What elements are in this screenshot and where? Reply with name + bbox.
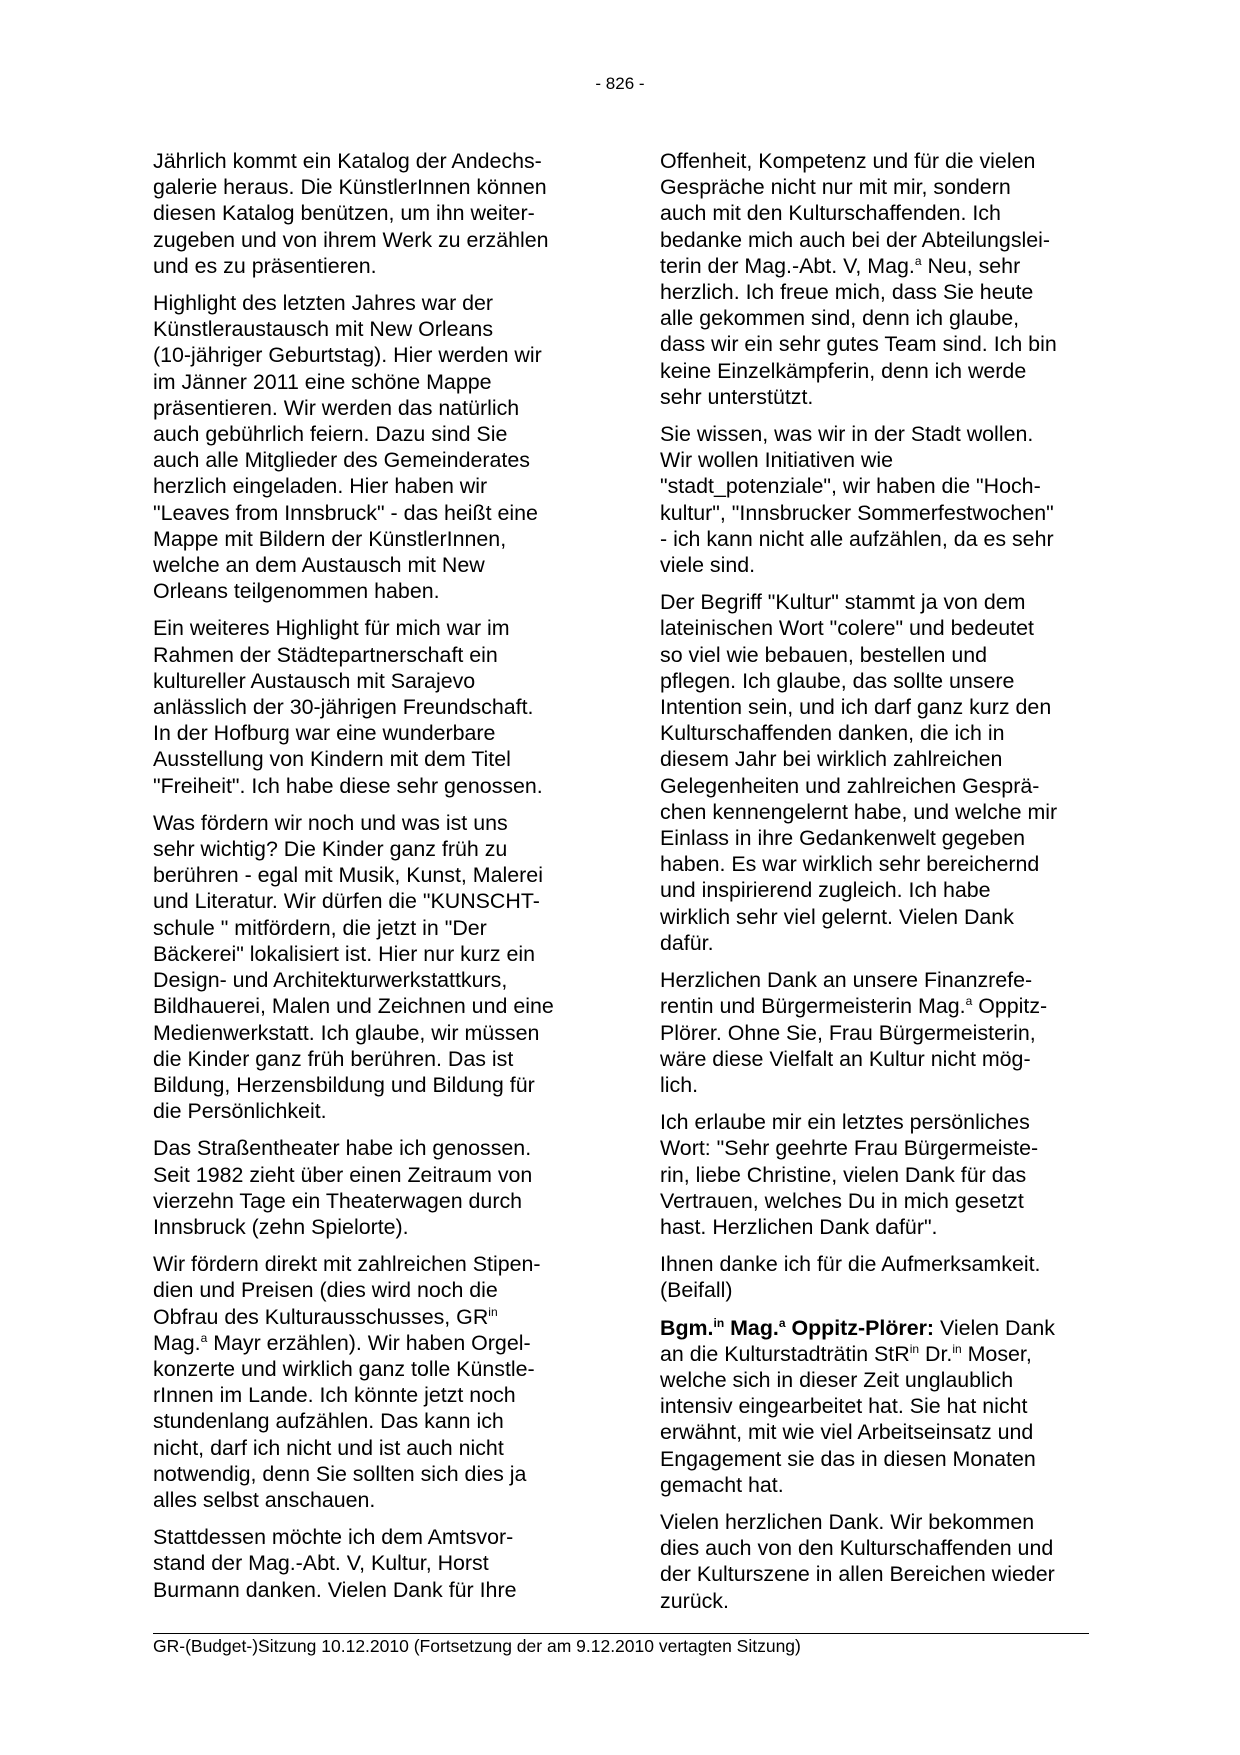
superscript: in [909, 1341, 920, 1356]
speaker-name [660, 1316, 934, 1340]
footer-text: GR-(Budget-)Sitzung 10.12.2010 (Fortsetzung der am 9.12.2010 vertagten Sitzung) [153, 1636, 801, 1656]
text-run: Herzlichen Dank an unsere Finanzrefe- rentin und Bürgermeisterin Mag. [660, 968, 1033, 1019]
paragraph: Das Straßentheater habe ich genossen. Seit 1982 zieht über einen Zeitraum von vierzehn Tage ein Theaterwagen durch Innsbruck (zehn Spielorte). [153, 1136, 533, 1239]
superscript: in [952, 1341, 962, 1356]
left-column [153, 148, 603, 1614]
paragraph [660, 1315, 1110, 1498]
text-run: Moser, welche sich in dieser Zeit unglaublich intensiv eingearbeitet hat. Sie hat nicht erwähnt, mit wie viel Arbeitseinsatz und Engagement sie das in diesen Monaten gemacht hat. [660, 1341, 1036, 1497]
paragraph: Highlight des letzten Jahres war der Künstleraustausch mit New Orleans (10-jähriger Geburtstag). Hier werden wir im Jänner 2011 eine schöne Mappe präsentieren. Wir werden das natürlich auch gebührlich feiern. Dazu sind Sie auch alle Mitglieder des Gemeinderates herzlich eingeladen. Hier haben wir "Leaves from Innsbruck" - das heißt eine Mappe mit Bildern der KünstlerInnen, welche an dem Austausch mit New Orleans teilgenommen haben. [153, 291, 542, 604]
paragraph: Sie wissen, was wir in der Stadt wollen. Wir wollen Initiativen wie "stadt_potenziale", wir haben die "Hoch- kultur", "Innsbrucker Sommerfestwochen" - ich kann nicht alle aufzählen, da es sehr viele sind. [660, 422, 1054, 578]
text-run: Offenheit, Kompetenz und für die vielen Gespräche nicht nur mit mir, sondern auch mit den Kulturschaffenden. Ich bedanke mich auch bei der Abteilungslei- terin der Mag.-Abt. V, Mag. [660, 149, 1051, 278]
superscript: in [713, 1315, 725, 1330]
text-run: Oppitz- Plörer. Ohne Sie, Frau Bürgermeisterin, wäre diese Vielfalt an Kultur nicht mög- lich. [660, 994, 1048, 1097]
text-run: Wir fördern direkt mit zahlreichen Stipen- dien und Preisen (dies wird noch die Obfrau des Kulturausschusses, GR [153, 1252, 541, 1329]
superscript: in [488, 1304, 498, 1319]
paragraph: Vielen herzlichen Dank. Wir bekommen dies auch von den Kulturschaffenden und der Kulturszene in allen Bereichen wieder zurück. [660, 1509, 1055, 1613]
superscript: a [778, 1315, 786, 1330]
text-run: Oppitz-Plörer: [785, 1315, 935, 1340]
paragraph: Ich erlaube mir ein letztes persönliches Wort: "Sehr geehrte Frau Bürgermeiste- rin, liebe Christine, vielen Dank für das Vertrauen, welches Du in mich gesetzt hast. Herzlichen Dank dafür". [660, 1110, 1039, 1239]
text-run: Neu, sehr herzlich. Ich freue mich, dass Sie heute alle gekommen sind, denn ich glaube, dass wir ein sehr gutes Team sind. Ich bin keine Einzelkämpferin, denn ich werde sehr unterstützt. [660, 253, 1057, 409]
footer-divider [153, 1633, 1089, 1634]
paragraph [153, 1251, 603, 1513]
text-run: Bgm. [660, 1315, 714, 1340]
paragraph: Jährlich kommt ein Katalog der Andechs- galerie heraus. Die KünstlerInnen können diesen Katalog benützen, um ihn weiter- zugeben und von ihrem Werk zu erzählen und es zu präsentieren. [153, 149, 549, 278]
paragraph [660, 148, 1110, 410]
text-run: Mag. [724, 1315, 779, 1340]
text-run: Vielen Dank an die Kulturstadträtin StR [660, 1315, 1055, 1366]
paragraph: Ein weiteres Highlight für mich war im Rahmen der Städtepartnerschaft ein kultureller Austausch mit Sarajevo anlässlich der 30-jährigen Freundschaft. In der Hofburg war eine wunderbare Ausstellung von Kindern mit dem Titel "Freiheit". Ich habe diese sehr genossen. [153, 616, 543, 798]
page-number: - 826 - [595, 74, 645, 93]
paragraph [660, 967, 1110, 1098]
superscript: a [200, 1330, 208, 1345]
superscript: a [914, 253, 922, 268]
superscript: a [965, 994, 973, 1009]
paragraph: Der Begriff "Kultur" stammt ja von dem lateinischen Wort "colere" und bedeutet so viel wie bebauen, bestellen und pflegen. Ich glaube, das sollte unsere Intention sein, und ich darf ganz kurz den Kulturschaffenden danken, die ich in diesem Jahr bei wirklich zahlreichen Gelegenheiten und zahlreichen Gesprä- chen kennengelernt habe, und welche mir Einlass in ihre Gedankenwelt gegeben haben. Es war wirklich sehr bereichernd und inspirierend zugleich. Ich habe wirklich sehr viel gelernt. Vielen Dank dafür. [660, 590, 1058, 955]
right-column [660, 148, 1110, 1625]
paragraph: Ihnen danke ich für die Aufmerksamkeit. (Beifall) [660, 1252, 1041, 1303]
text-run: Mag. [153, 1330, 201, 1355]
paragraph: Was fördern wir noch und was ist uns sehr wichtig? Die Kinder ganz früh zu berühren - egal mit Musik, Kunst, Malerei und Literatur. Wir dürfen die "KUNSCHT- schule " mitfördern, die jetzt in "Der Bäckerei" lokalisiert ist. Hier nur kurz ein Design- und Architekturwerkstattkurs, Bildhauerei, Malen und Zeichnen und eine Medienwerkstatt. Ich glaube, wir müssen die Kinder ganz früh berühren. Das ist Bildung, Herzensbildung und Bildung für die Persönlichkeit. [153, 810, 554, 1124]
paragraph: Stattdessen möchte ich dem Amtsvor- stand der Mag.-Abt. V, Kultur, Horst Burmann danken. Vielen Dank für Ihre [153, 1525, 517, 1602]
text-run: Dr. [919, 1341, 953, 1366]
text-run: Mayr erzählen). Wir haben Orgel- konzerte und wirklich ganz tolle Künstle- rInnen im Lande. Ich könnte jetzt noch stundenlang aufzählen. Das kann ich nicht, darf ich nicht und ist auch nicht notwendig, denn Sie sollten sich dies ja alles selbst anschauen. [153, 1330, 535, 1512]
